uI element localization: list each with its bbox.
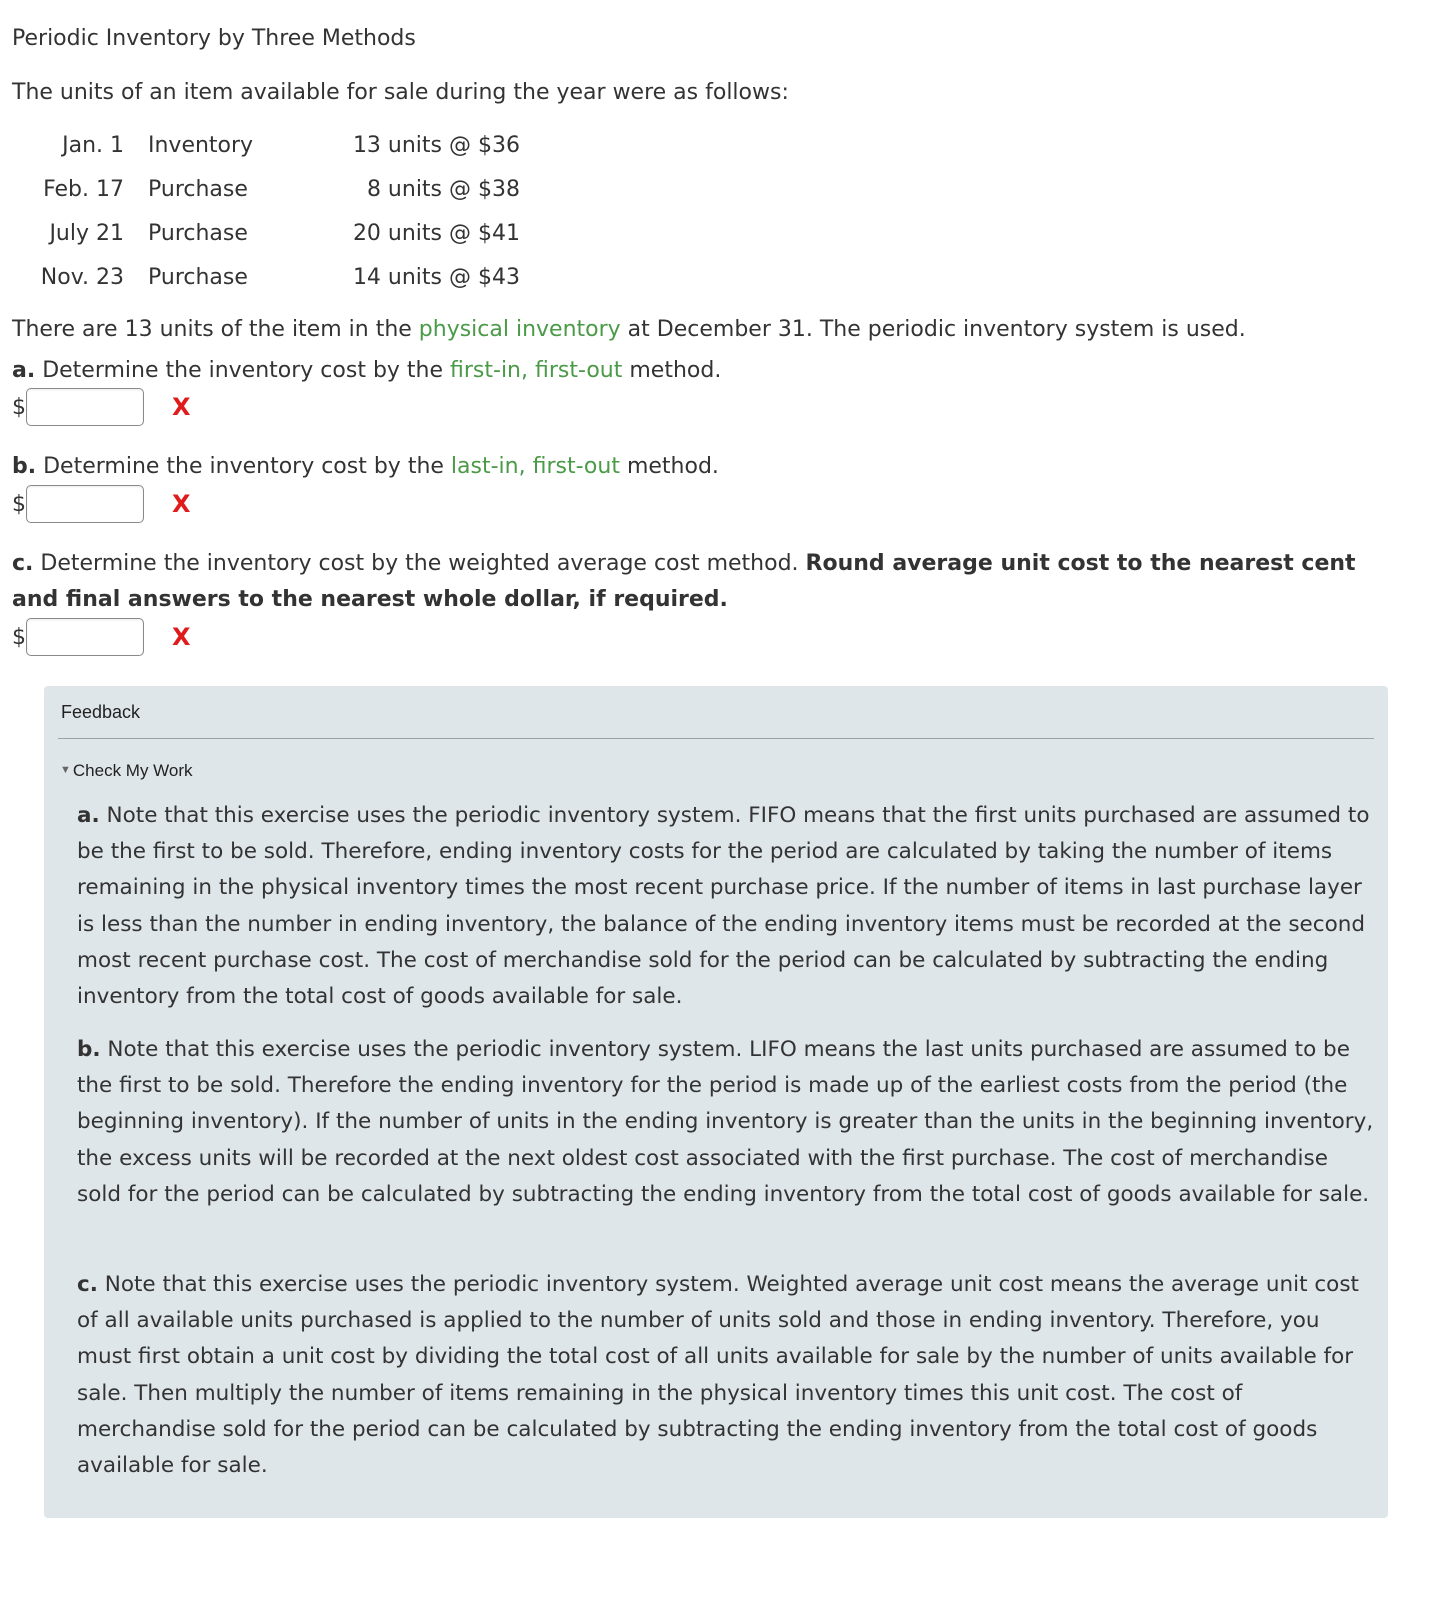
weighted-average-answer-input[interactable] (26, 618, 144, 656)
question-text: Determine the inventory cost by the (36, 454, 451, 479)
physical-text-after: at December 31. The periodic inventory system is used. (620, 317, 1246, 342)
inventory-row (0, 212, 560, 256)
feedback-label: Feedback (61, 702, 141, 722)
inventory-description: Purchase (148, 221, 248, 246)
intro-text: The units of an item available for sale during the year were as follows: (12, 80, 789, 105)
inventory-date: Nov. 23 (40, 265, 124, 290)
incorrect-x-icon: X (172, 490, 191, 518)
inventory-description: Inventory (148, 133, 254, 158)
feedback-paragraph-a (77, 798, 1377, 1015)
inventory-row (0, 168, 560, 212)
inventory-description: Purchase (148, 177, 248, 202)
inventory-quantity: 20 units @ $41 (352, 221, 520, 246)
feedback-panel (44, 686, 1388, 1518)
inventory-quantity: 14 units @ $43 (352, 265, 520, 290)
incorrect-x-icon: X (172, 393, 191, 421)
question-a (12, 356, 721, 386)
fifo-link[interactable]: first-in, first-out (450, 358, 623, 383)
feedback-paragraph-text: Note that this exercise uses the periodic inventory system. Weighted average unit cost means the average unit cost of all available units purchased is applied to the number of units sold and those in ending inventory. Therefore, you must first obtain a unit cost by dividing the total cost of all units available for sale by the number of units available for sale. Then multiply the number of items remaining in the physical inventory times this unit cost. The cost of merchandise sold for the period can be calculated by subtracting the ending inventory from the total cost of goods available for sale. (77, 1272, 1359, 1479)
feedback-paragraph-c (77, 1267, 1377, 1484)
feedback-paragraph-label: c. (77, 1272, 98, 1297)
question-text-after: method. (619, 454, 719, 479)
rounding-instruction: Round average unit cost to the nearest cent and final answers to the nearest whole dollar, if required. (12, 551, 1356, 612)
physical-inventory-link[interactable]: physical inventory (418, 317, 621, 342)
check-my-work-toggle[interactable] (60, 758, 193, 783)
check-my-work-label: Check My Work (72, 761, 193, 780)
inventory-row (0, 256, 560, 300)
feedback-paragraph-label: a. (77, 803, 100, 828)
question-text-after: method. (622, 358, 722, 383)
feedback-paragraph-b (77, 1032, 1377, 1213)
feedback-paragraph-text: Note that this exercise uses the periodic inventory system. LIFO means the last units purchased are assumed to be the first to be sold. Therefore the ending inventory for the period is made up of the earliest costs from the period (the beginning inventory). If the number of units in the ending inventory is greater than the units in the beginning inventory, the excess units will be recorded at the next oldest cost associated with the first purchase. The cost of merchandise sold for the period can be calculated by subtracting the ending inventory from the total cost of goods available for sale. (77, 1037, 1374, 1207)
question-letter: c. (12, 551, 34, 576)
inventory-date: Feb. 17 (43, 177, 124, 202)
physical-inventory-text (12, 315, 1246, 345)
question-text: Determine the inventory cost by the (35, 358, 451, 383)
inventory-quantity: 13 units @ $36 (352, 133, 520, 158)
lifo-answer-input[interactable] (26, 485, 144, 523)
lifo-link[interactable]: last-in, first-out (450, 454, 620, 479)
fifo-answer-input[interactable] (26, 388, 144, 426)
currency-symbol: $ (12, 492, 26, 517)
incorrect-x-icon: X (172, 623, 191, 651)
inventory-quantity: 8 units @ $38 (366, 177, 520, 202)
inventory-date: Jan. 1 (62, 133, 124, 158)
currency-symbol: $ (12, 625, 26, 650)
question-letter: a. (12, 358, 36, 383)
currency-symbol: $ (12, 395, 26, 420)
page-title: Periodic Inventory by Three Methods (12, 26, 416, 51)
physical-text-before: There are 13 units of the item in the (12, 317, 419, 342)
question-letter: b. (12, 454, 37, 479)
triangle-down-icon: ▼ (60, 764, 71, 776)
feedback-divider (58, 738, 1374, 739)
inventory-table (0, 124, 560, 300)
inventory-date: July 21 (49, 221, 124, 246)
inventory-description: Purchase (148, 265, 248, 290)
question-b (12, 452, 719, 482)
question-text: Determine the inventory cost by the weighted average cost method. (33, 551, 806, 576)
feedback-paragraph-text: Note that this exercise uses the periodic inventory system. FIFO means that the first units purchased are assumed to be the first to be sold. Therefore, ending inventory costs for the period are calculated by taking the number of items remaining in the physical inventory times the most recent purchase price. If the number of items in last purchase layer is less than the number in ending inventory, the balance of the ending inventory items must be recorded at the second most recent purchase cost. The cost of merchandise sold for the period can be calculated by subtracting the ending inventory from the total cost of goods available for sale. (77, 803, 1370, 1010)
inventory-row (0, 124, 560, 168)
question-c (12, 546, 1402, 618)
feedback-paragraph-label: b. (77, 1037, 101, 1062)
